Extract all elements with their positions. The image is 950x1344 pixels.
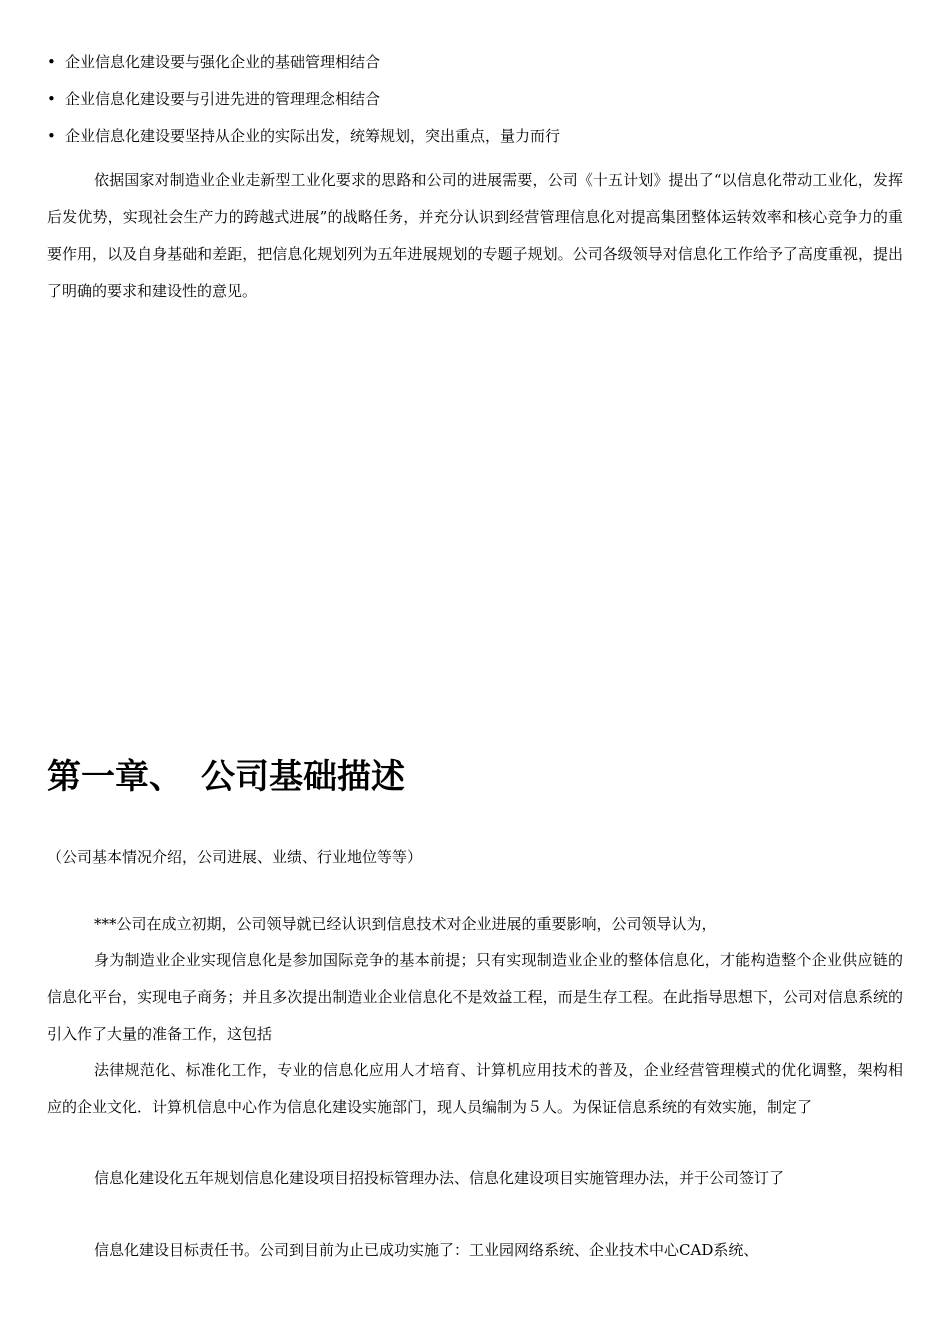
body-paragraph: 信息化建设化五年规划信息化建设项目招投标管理办法、信息化建设项目实施管理办法，并于公司签订了 [94, 1169, 785, 1187]
bullet-dot: • [47, 53, 56, 71]
bullet-text: 企业信息化建设要坚持从企业的实际出发，统筹规划，突出重点，量力而行 [65, 127, 561, 145]
bullet-text: 企业信息化建设要与强化企业的基础管理相结合 [65, 53, 381, 71]
bullet-text: 企业信息化建设要与引进先进的管理理念相结合 [65, 90, 381, 108]
bullet-dot: • [47, 127, 56, 145]
body-paragraph: 身为制造业企业实现信息化是参加国际竞争的基本前提；只有实现制造业企业的整体信息化，才能构造整个企业供应链的信息化平台，实现电子商务；并且多次提出制造业企业信息化不是效益工程，而是生存工程。在此指导思想下，公司对信息系统的引入作了大量的准备工作，这包括 [47, 951, 903, 1043]
chapter-note: （公司基本情况介绍，公司进展、业绩、行业地位等等） [47, 848, 423, 866]
chapter-number: 第一章、 [47, 757, 183, 797]
intro-paragraph: 依据国家对制造业企业走新型工业化要求的思路和公司的进展需要，公司《十五计划》提出了“以信息化带动工业化，发挥后发优势，实现社会生产力的跨越式进展”的战略任务，并充分认识到经营管理信息化对提高集团整体运转效率和核心竞争力的重要作用，以及自身基础和差距，把信息化规划列为五年进展规划的专题子规划。公司各级领导对信息化工作给予了高度重视，提出了明确的要求和建设性的意见。 [47, 171, 903, 300]
bullet-item [47, 126, 560, 146]
body-paragraph: 信息化建设目标责任书。公司到目前为止已成功实施了：工业园网络系统、企业技术中心CAD系统、 [94, 1241, 759, 1259]
chapter-title: 公司基础描述 [201, 757, 405, 797]
body-paragraph: ***公司在成立初期，公司领导就已经认识到信息技术对企业进展的重要影响，公司领导认为， [94, 915, 717, 933]
chapter-heading [47, 752, 405, 802]
bullet-item [47, 52, 380, 72]
bullet-item [47, 89, 380, 109]
body-paragraph: 法律规范化、标准化工作，专业的信息化应用人才培育、计算机应用技术的普及，企业经营管理模式的优化调整，架构相应的企业文化．计算机信息中心作为信息化建设实施部门，现人员编制为５人。为保证信息系统的有效实施，制定了 [47, 1061, 903, 1116]
bullet-dot: • [47, 90, 56, 108]
